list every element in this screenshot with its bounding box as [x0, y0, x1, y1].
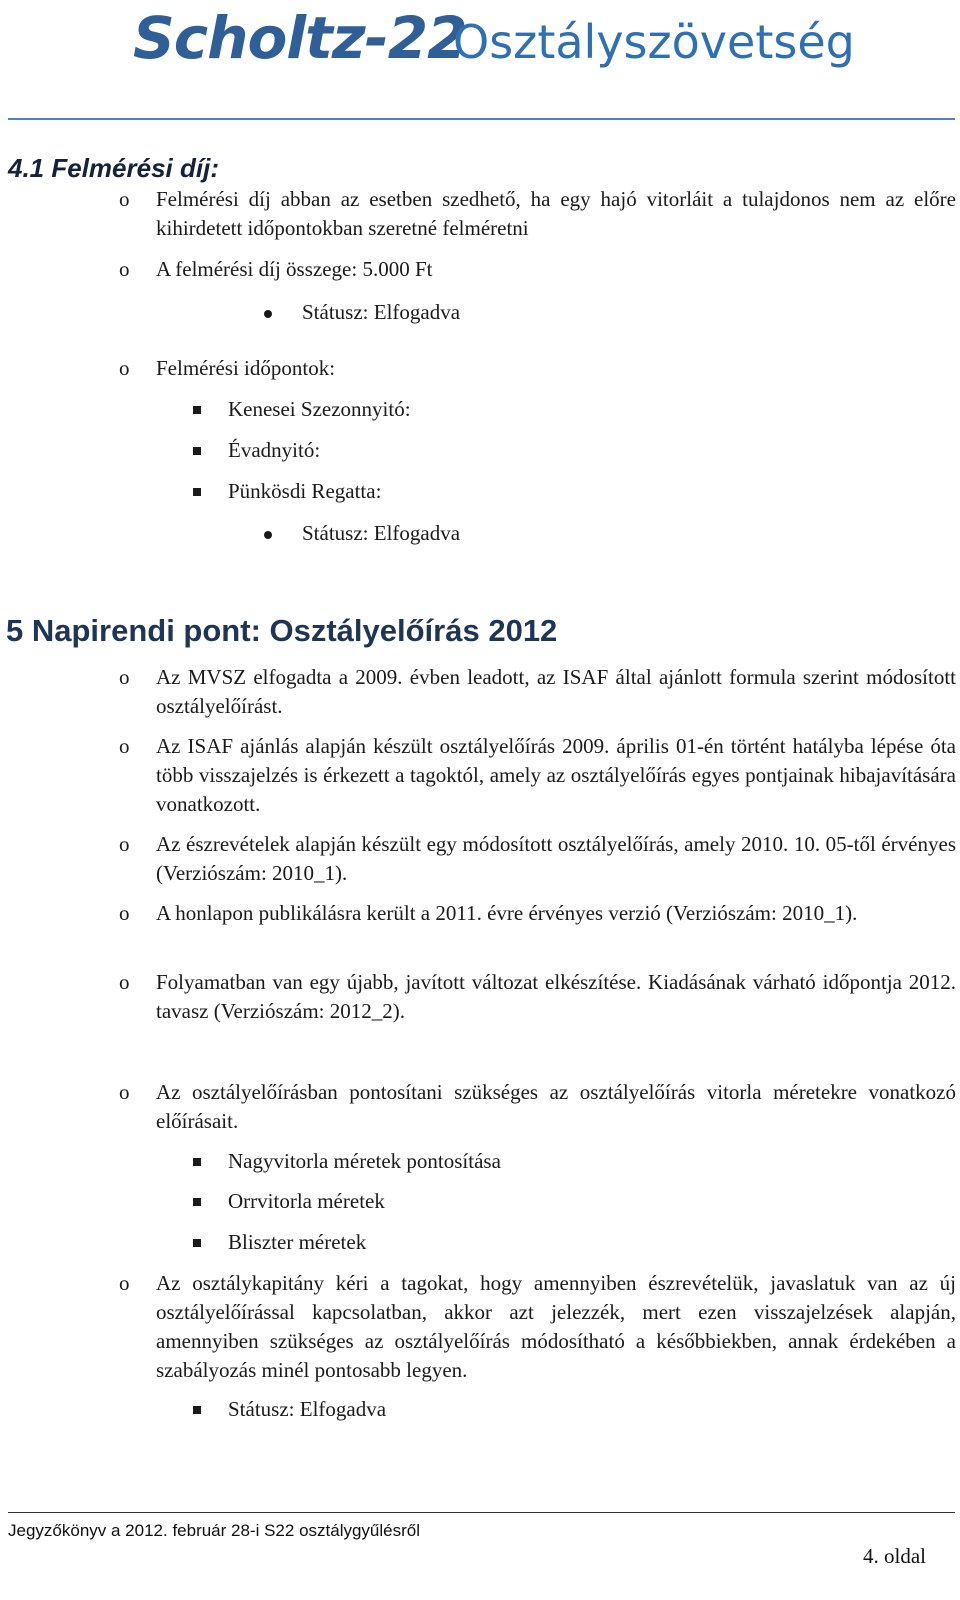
list-item-text: Pünkösdi Regatta:: [228, 479, 382, 503]
list-item: [193, 395, 411, 424]
list-item: [119, 968, 956, 1026]
circle-bullet: o: [119, 1080, 130, 1104]
dot-bullet: [264, 531, 272, 539]
list-item: [119, 1269, 956, 1385]
list-item: [119, 255, 956, 284]
circle-bullet: o: [119, 970, 130, 994]
list-item: [119, 663, 956, 721]
list-item: [193, 436, 320, 465]
list-item-text: Folyamatban van egy újabb, javított változat elkészítése. Kiadásának várható időpontja 2012. tavasz (Verziószám: 2012_2).: [156, 970, 956, 1023]
list-item-text: Felmérési díj abban az esetben szedhető, ha egy hajó vitorláit a tulajdonos nem az előre kihirdetett időpontokban szeretné felméretni: [156, 187, 956, 240]
list-item: [193, 1147, 501, 1176]
list-item: [193, 477, 381, 506]
list-item: [264, 519, 460, 548]
list-item-text: Nagyvitorla méretek pontosítása: [228, 1149, 501, 1173]
square-bullet: [193, 406, 201, 414]
list-item: [264, 298, 460, 327]
circle-bullet: o: [119, 1271, 130, 1295]
list-item: [119, 732, 956, 819]
list-item-text: Bliszter méretek: [228, 1230, 367, 1254]
list-item-text: Az ISAF ajánlás alapján készült osztályelőírás 2009. április 01-én történt hatályba lépése óta több visszajelzés is érkezett a tagoktól, amely az osztályelőírás egyes pontjainak hibajavítására vonatkozott.: [156, 734, 956, 816]
circle-bullet: o: [119, 356, 130, 380]
square-bullet: [193, 488, 201, 496]
list-item-text: Orrvitorla méretek: [228, 1189, 385, 1213]
status-text: Státusz: Elfogadva: [228, 1397, 387, 1421]
logo-osztalyszovetseg: Osztályszövetség: [453, 15, 855, 69]
square-bullet: [193, 1198, 201, 1206]
list-item-text: Kenesei Szezonnyitó:: [228, 397, 411, 421]
list-item: [119, 899, 956, 928]
list-item-text: A felmérési díj összege: 5.000 Ft: [156, 257, 433, 281]
list-item-text: Az MVSZ elfogadta a 2009. évben leadott, az ISAF által ajánlott formula szerint módosított osztályelőírást.: [156, 665, 956, 718]
page-header: [0, 0, 960, 120]
logo-scholtz-22: Scholtz-22: [133, 4, 467, 72]
circle-bullet: o: [119, 187, 130, 211]
square-bullet: [193, 1158, 201, 1166]
list-item-text: Felmérési időpontok:: [156, 356, 336, 380]
square-bullet: [193, 447, 201, 455]
circle-bullet: o: [119, 901, 130, 925]
list-item: [193, 1228, 366, 1257]
footer-title: Jegyzőkönyv a 2012. február 28-i S22 osztálygyűlésről: [8, 1521, 421, 1540]
list-item-text: Évadnyitó:: [228, 438, 321, 462]
circle-bullet: o: [119, 257, 130, 281]
square-bullet: [193, 1239, 201, 1247]
square-bullet: [193, 1406, 201, 1414]
list-item: [119, 185, 956, 243]
circle-bullet: o: [119, 734, 130, 758]
status-text: Státusz: Elfogadva: [302, 521, 461, 545]
list-item: [119, 354, 956, 383]
section-heading-4-1: 4.1 Felmérési díj:: [8, 153, 219, 183]
footer-divider: [8, 1512, 955, 1513]
list-item-text: A honlapon publikálásra került a 2011. évre érvényes verzió (Verziószám: 2010_1).: [156, 901, 858, 925]
list-item-text: Az osztálykapitány kéri a tagokat, hogy amennyiben észrevételük, javaslatuk van az új osztályelőírással kapcsolatban, akkor azt jelezzék, mert ezen visszajelzések alapján, amennyiben szükséges az osztályelőírás módosítható a későbbiekben, annak érdekében a szabályozás minél pontosabb legyen.: [156, 1271, 956, 1382]
list-item: [119, 830, 956, 888]
circle-bullet: o: [119, 832, 130, 856]
section-heading-5: 5 Napirendi pont: Osztályelőírás 2012: [6, 613, 558, 648]
dot-bullet: [264, 310, 272, 318]
list-item: [193, 1395, 386, 1424]
list-item-text: Az osztályelőírásban pontosítani szükséges az osztályelőírás vitorla méretekre vonatkozó előírásait.: [156, 1080, 956, 1133]
list-item-text: Az észrevételek alapján készült egy módosított osztályelőírás, amely 2010. 10. 05-től érvényes (Verziószám: 2010_1).: [156, 832, 956, 885]
header-divider: [8, 118, 955, 120]
list-item: [119, 1078, 956, 1136]
list-item: [193, 1187, 385, 1216]
status-text: Státusz: Elfogadva: [302, 300, 461, 324]
page-number: 4. oldal: [863, 1544, 926, 1568]
circle-bullet: o: [119, 665, 130, 689]
